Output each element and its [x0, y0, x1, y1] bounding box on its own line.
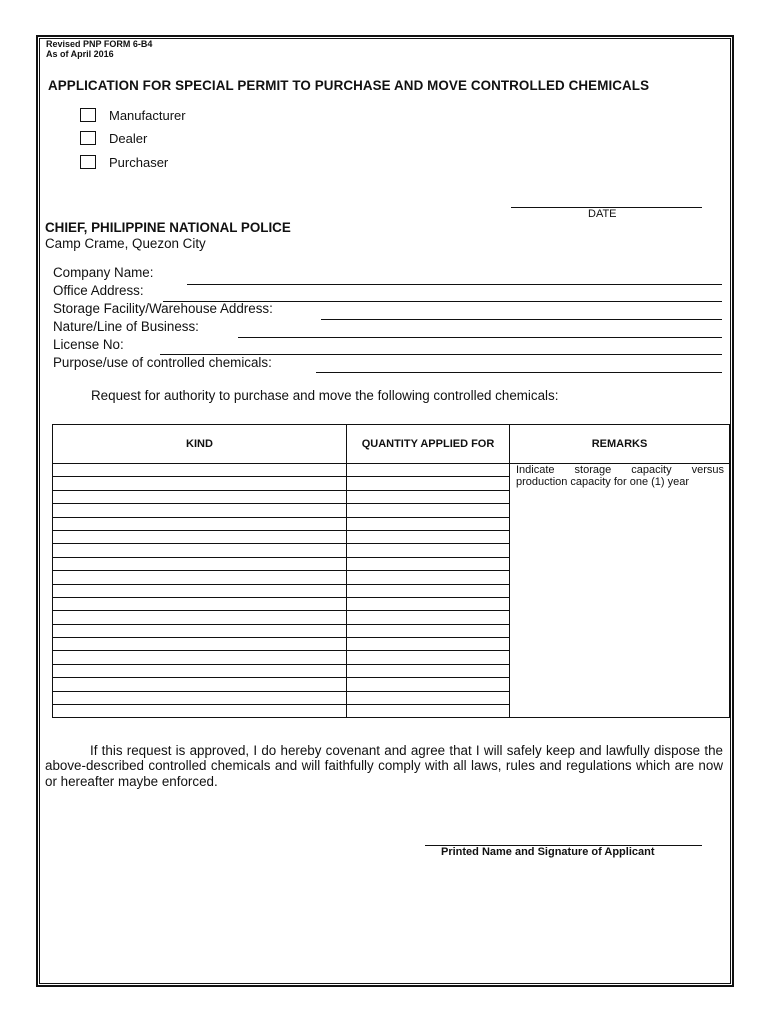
- kind-cell[interactable]: [53, 638, 347, 651]
- field-label-nature-business: Nature/Line of Business:: [53, 319, 199, 334]
- checkbox-dealer[interactable]: [80, 131, 96, 145]
- kind-cell[interactable]: [53, 557, 347, 570]
- kind-cell[interactable]: [53, 464, 347, 477]
- storage-address-line[interactable]: [321, 319, 722, 320]
- quantity-cell[interactable]: [347, 584, 510, 597]
- quantity-cell[interactable]: [347, 678, 510, 691]
- purpose-line[interactable]: [316, 372, 722, 373]
- kind-cell[interactable]: [53, 651, 347, 664]
- addressee-name: CHIEF, PHILIPPINE NATIONAL POLICE: [45, 220, 291, 235]
- kind-cell[interactable]: [53, 597, 347, 610]
- quantity-cell[interactable]: [347, 490, 510, 503]
- field-label-license-no: License No:: [53, 337, 124, 352]
- quantity-cell[interactable]: [347, 611, 510, 624]
- quantity-cell[interactable]: [347, 517, 510, 530]
- kind-cell[interactable]: [53, 571, 347, 584]
- remarks-cell[interactable]: [510, 464, 730, 718]
- kind-cell[interactable]: [53, 490, 347, 503]
- form-code: [46, 39, 152, 59]
- quantity-cell[interactable]: [347, 544, 510, 557]
- nature-business-line[interactable]: [238, 337, 722, 338]
- applicant-type-purchaser[interactable]: [80, 153, 168, 171]
- signature-label: Printed Name and Signature of Applicant: [441, 846, 655, 858]
- company-name-line[interactable]: [187, 284, 722, 285]
- quantity-cell[interactable]: [347, 557, 510, 570]
- kind-cell[interactable]: [53, 678, 347, 691]
- quantity-cell[interactable]: [347, 597, 510, 610]
- header-quantity: QUANTITY APPLIED FOR: [347, 425, 510, 464]
- kind-cell[interactable]: [53, 477, 347, 490]
- quantity-cell[interactable]: [347, 504, 510, 517]
- form-title: APPLICATION FOR SPECIAL PERMIT TO PURCHASE AND MOVE CONTROLLED CHEMICALS: [48, 78, 650, 93]
- quantity-cell[interactable]: [347, 664, 510, 677]
- field-label-office-address: Office Address:: [53, 283, 144, 298]
- kind-cell[interactable]: [53, 664, 347, 677]
- quantity-cell[interactable]: [347, 638, 510, 651]
- addressee-address: Camp Crame, Quezon City: [45, 236, 206, 251]
- checkbox-label: Dealer: [109, 130, 148, 146]
- quantity-cell[interactable]: [347, 571, 510, 584]
- kind-cell[interactable]: [53, 530, 347, 543]
- kind-cell[interactable]: [53, 544, 347, 557]
- applicant-type-dealer[interactable]: [80, 129, 147, 147]
- kind-cell[interactable]: [53, 517, 347, 530]
- header-remarks: REMARKS: [510, 425, 730, 464]
- form-code-line1: Revised PNP FORM 6-B4: [46, 39, 153, 49]
- remarks-note: Indicate storage capacity versus production capacity for one (1) year: [516, 464, 724, 489]
- quantity-cell[interactable]: [347, 691, 510, 704]
- field-label-company-name: Company Name:: [53, 265, 154, 280]
- date-label: DATE: [588, 208, 617, 220]
- header-kind: KIND: [53, 425, 347, 464]
- request-text: Request for authority to purchase and move the following controlled chemicals:: [91, 388, 559, 403]
- form-code-line2: As of April 2016: [46, 49, 114, 59]
- kind-cell[interactable]: [53, 584, 347, 597]
- quantity-cell[interactable]: [347, 464, 510, 477]
- kind-cell[interactable]: [53, 504, 347, 517]
- checkbox-label: Manufacturer: [109, 107, 186, 123]
- checkbox-manufacturer[interactable]: [80, 108, 96, 122]
- applicant-type-manufacturer[interactable]: [80, 106, 186, 124]
- field-label-storage-address: Storage Facility/Warehouse Address:: [53, 301, 273, 316]
- checkbox-purchaser[interactable]: [80, 155, 96, 169]
- quantity-cell[interactable]: [347, 477, 510, 490]
- quantity-cell[interactable]: [347, 651, 510, 664]
- checkbox-label: Purchaser: [109, 154, 169, 170]
- kind-cell[interactable]: [53, 611, 347, 624]
- kind-cell[interactable]: [53, 691, 347, 704]
- quantity-cell[interactable]: [347, 624, 510, 637]
- quantity-cell[interactable]: [347, 705, 510, 718]
- field-label-purpose: Purpose/use of controlled chemicals:: [53, 355, 272, 370]
- chemicals-table: [52, 424, 730, 718]
- covenant-paragraph: If this request is approved, I do hereby covenant and agree that I will safely keep and lawfully dispose the above-described controlled chemicals and will faithfully comply with all laws, rules and regulations which are now or hereafter maybe enforced.: [45, 743, 723, 789]
- quantity-cell[interactable]: [347, 530, 510, 543]
- kind-cell[interactable]: [53, 624, 347, 637]
- kind-cell[interactable]: [53, 705, 347, 718]
